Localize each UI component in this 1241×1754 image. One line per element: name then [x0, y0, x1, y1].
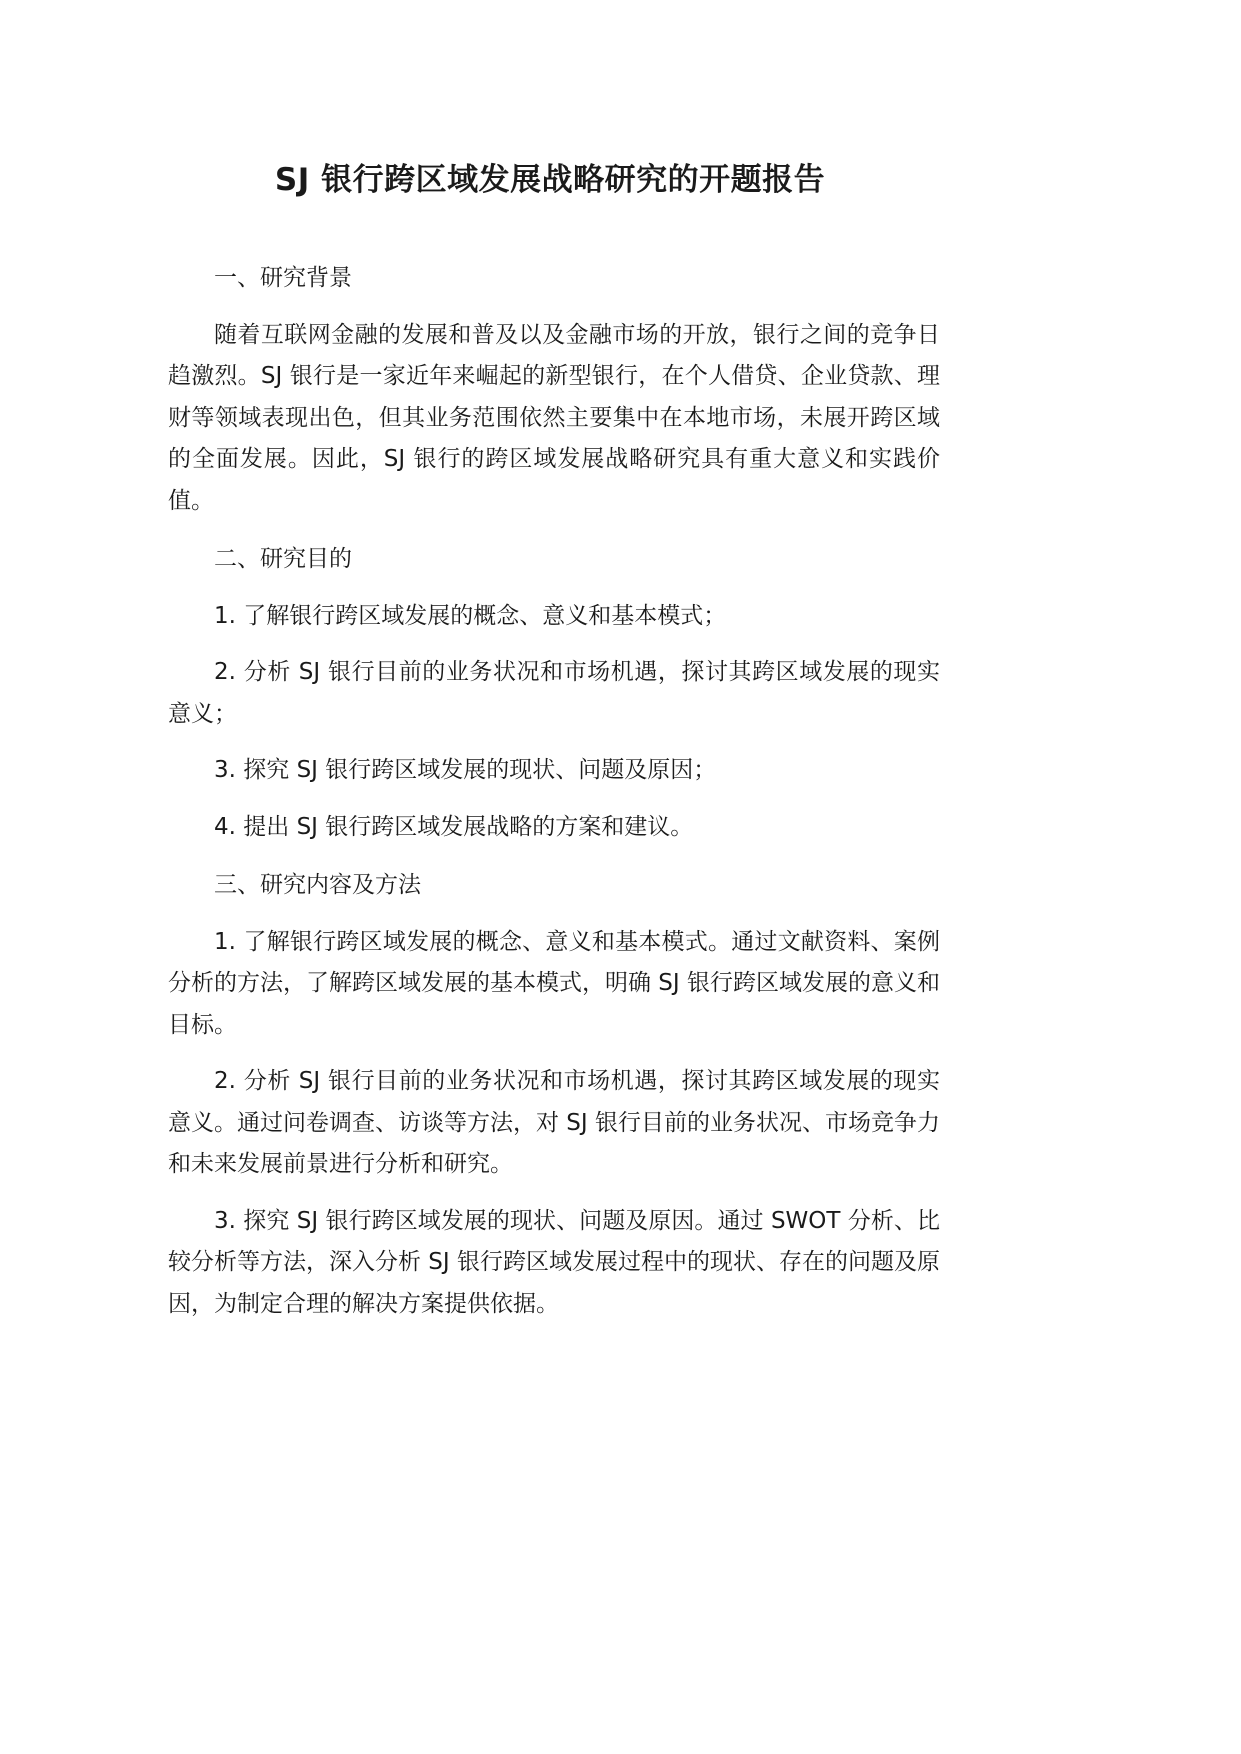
list-item: 2. 分析 SJ 银行目前的业务状况和市场机遇，探讨其跨区域发展的现实意义； — [168, 659, 940, 727]
list-item: 4. 提出 SJ 银行跨区域发展战略的方案和建议。 — [214, 813, 694, 840]
section-objectives — [168, 539, 940, 848]
section-content-methods — [168, 865, 940, 1325]
section-heading: 三、研究内容及方法 — [214, 872, 421, 898]
list-item: 1. 了解银行跨区域发展的概念、意义和基本模式； — [214, 602, 727, 629]
document-body — [168, 258, 940, 1325]
list-item: 1. 了解银行跨区域发展的概念、意义和基本模式。通过文献资料、案例分析的方法，了解跨区域发展的基本模式，明确 SJ 银行跨区域发展的意义和目标。 — [168, 928, 941, 1038]
list-item: 2. 分析 SJ 银行目前的业务状况和市场机遇，探讨其跨区域发展的现实意义。通过问卷调查、访谈等方法，对 SJ 银行目前的业务状况、市场竞争力和未来发展前景进行分析和研究。 — [168, 1068, 941, 1177]
paragraph: 随着互联网金融的发展和普及以及金融市场的开放，银行之间的竞争日趋激烈。SJ 银行是一家近年来崛起的新型银行，在个人借贷、企业贷款、理财等领域表现出色，但其业务范围依然主要集中在本地市场，未展开跨区域的全面发展。因此，SJ 银行的跨区域发展战略研究具有重大意义和实践价值。 — [168, 321, 940, 514]
list-item: 3. 探究 SJ 银行跨区域发展的现状、问题及原因； — [214, 757, 717, 783]
document-title: SJ 银行跨区域发展战略研究的开题报告 — [274, 162, 826, 198]
list-item: 3. 探究 SJ 银行跨区域发展的现状、问题及原因。通过 SWOT 分析、比较分析等方法，深入分析 SJ 银行跨区域发展过程中的现状、存在的问题及原因，为制定合理的解决方案提供依据。 — [168, 1207, 941, 1317]
section-background — [168, 258, 940, 522]
section-heading: 二、研究目的 — [214, 546, 352, 572]
section-heading: 一、研究背景 — [214, 265, 352, 291]
